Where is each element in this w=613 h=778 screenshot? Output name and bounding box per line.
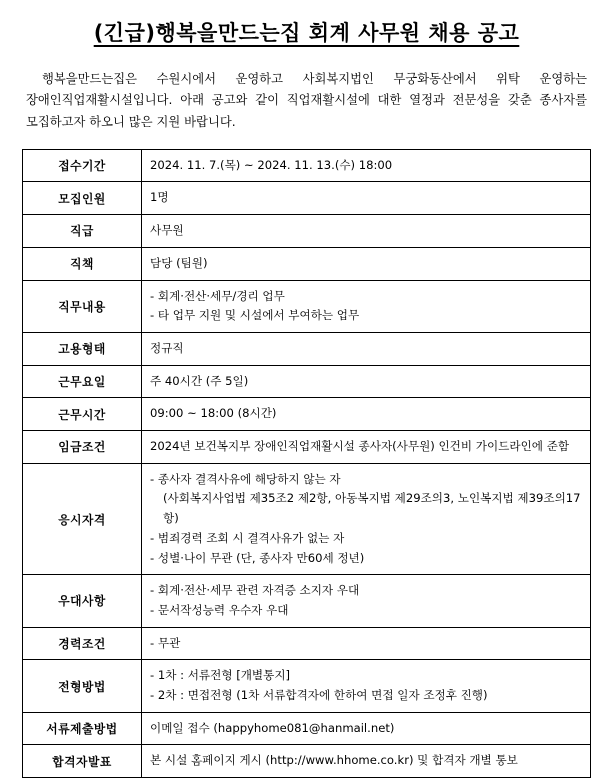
row-value bbox=[142, 627, 591, 660]
value-line: - 종사자 결격사유에 해당하지 않는 자 bbox=[150, 471, 341, 486]
table-row bbox=[23, 431, 591, 464]
value-line: - 범죄경력 조회 시 결격사유가 없는 자 bbox=[150, 530, 345, 545]
row-value bbox=[142, 365, 591, 398]
intro-paragraph: 행복을만드는집은 수원시에서 운영하고 사회복지법인 무궁화동산에서 위탁 운영하는 장애인직업재활시설입니다. 아래 공고와 같이 직업재활시설에 대한 열정과 전문성을 갖춘 종사자를 모집하고자 하오니 많은 지원 바랍니다. bbox=[26, 72, 587, 129]
row-label: 접수기간 bbox=[23, 149, 142, 182]
row-label: 경력조건 bbox=[23, 627, 142, 660]
row-value bbox=[142, 575, 591, 627]
row-label: 서류제출방법 bbox=[23, 712, 142, 745]
table-body bbox=[23, 149, 591, 777]
value-line: - 1차 : 서류전형 [개별통지] bbox=[150, 668, 291, 683]
table-row bbox=[23, 182, 591, 215]
table-row bbox=[23, 660, 591, 712]
value-line: - 2차 : 면접전형 (1차 서류합격자에 한하여 면접 일자 조정후 진행) bbox=[150, 688, 488, 703]
value-line: 1명 bbox=[150, 190, 169, 205]
value-line: 담당 (팀원) bbox=[150, 255, 208, 270]
row-value bbox=[142, 280, 591, 332]
row-value bbox=[142, 247, 591, 280]
row-value bbox=[142, 398, 591, 431]
row-value bbox=[142, 712, 591, 745]
row-label: 직무내용 bbox=[23, 280, 142, 332]
row-label: 근무시간 bbox=[23, 398, 142, 431]
row-label: 응시자격 bbox=[23, 463, 142, 575]
table-row bbox=[23, 365, 591, 398]
value-line: 2024년 보건복지부 장애인직업재활시설 종사자(사무원) 인건비 가이드라인에 준함 bbox=[150, 439, 570, 454]
row-value bbox=[142, 660, 591, 712]
row-value bbox=[142, 182, 591, 215]
value-line: 정규직 bbox=[150, 340, 184, 355]
table-row bbox=[23, 247, 591, 280]
row-label: 모집인원 bbox=[23, 182, 142, 215]
row-label: 임금조건 bbox=[23, 431, 142, 464]
value-line: - 타 업무 지원 및 시설에서 부여하는 업무 bbox=[150, 308, 360, 323]
row-label: 고용형태 bbox=[23, 332, 142, 365]
value-line: - 무관 bbox=[150, 635, 181, 650]
table-row bbox=[23, 712, 591, 745]
table-row bbox=[23, 627, 591, 660]
row-value bbox=[142, 149, 591, 182]
row-value bbox=[142, 332, 591, 365]
row-label: 근무요일 bbox=[23, 365, 142, 398]
table-row bbox=[23, 149, 591, 182]
row-value bbox=[142, 215, 591, 248]
recruitment-info-table bbox=[22, 149, 591, 778]
row-label: 전형방법 bbox=[23, 660, 142, 712]
row-value bbox=[142, 463, 591, 575]
page-title: (긴급)행복을만드는집 회계 사무원 채용 공고 bbox=[93, 21, 520, 45]
table-row bbox=[23, 280, 591, 332]
row-label: 직급 bbox=[23, 215, 142, 248]
value-line: - 문서작성능력 우수자 우대 bbox=[150, 602, 289, 617]
value-line: 주 40시간 (주 5일) bbox=[150, 373, 249, 388]
row-value bbox=[142, 431, 591, 464]
value-line: 이메일 접수 (happyhome081@hanmail.net) bbox=[150, 720, 395, 735]
value-line: - 성별·나이 무관 (단, 종사자 만60세 정년) bbox=[150, 550, 365, 565]
value-line: 09:00 ~ 18:00 (8시간) bbox=[150, 406, 277, 421]
row-label: 직책 bbox=[23, 247, 142, 280]
value-line: 2024. 11. 7.(목) ~ 2024. 11. 13.(수) 18:00 bbox=[150, 157, 393, 172]
value-line: - 회계·전산·세무/경리 업무 bbox=[150, 288, 285, 303]
row-label: 우대사항 bbox=[23, 575, 142, 627]
table-row bbox=[23, 215, 591, 248]
table-row bbox=[23, 575, 591, 627]
value-line: - 회계·전산·세무 관련 자격증 소지자 우대 bbox=[150, 583, 360, 598]
value-line: (사회복지사업법 제35조2 제2항, 아동복지법 제29조의3, 노인복지법 제39조의17항) bbox=[163, 491, 581, 526]
table-row bbox=[23, 463, 591, 575]
table-row bbox=[23, 332, 591, 365]
value-line: 사무원 bbox=[150, 223, 184, 238]
table-row bbox=[23, 398, 591, 431]
row-label: 합격자발표 bbox=[23, 745, 142, 778]
value-line: 본 시설 홈페이지 게시 (http://www.hhome.co.kr) 및 합격자 개별 통보 bbox=[150, 753, 518, 768]
